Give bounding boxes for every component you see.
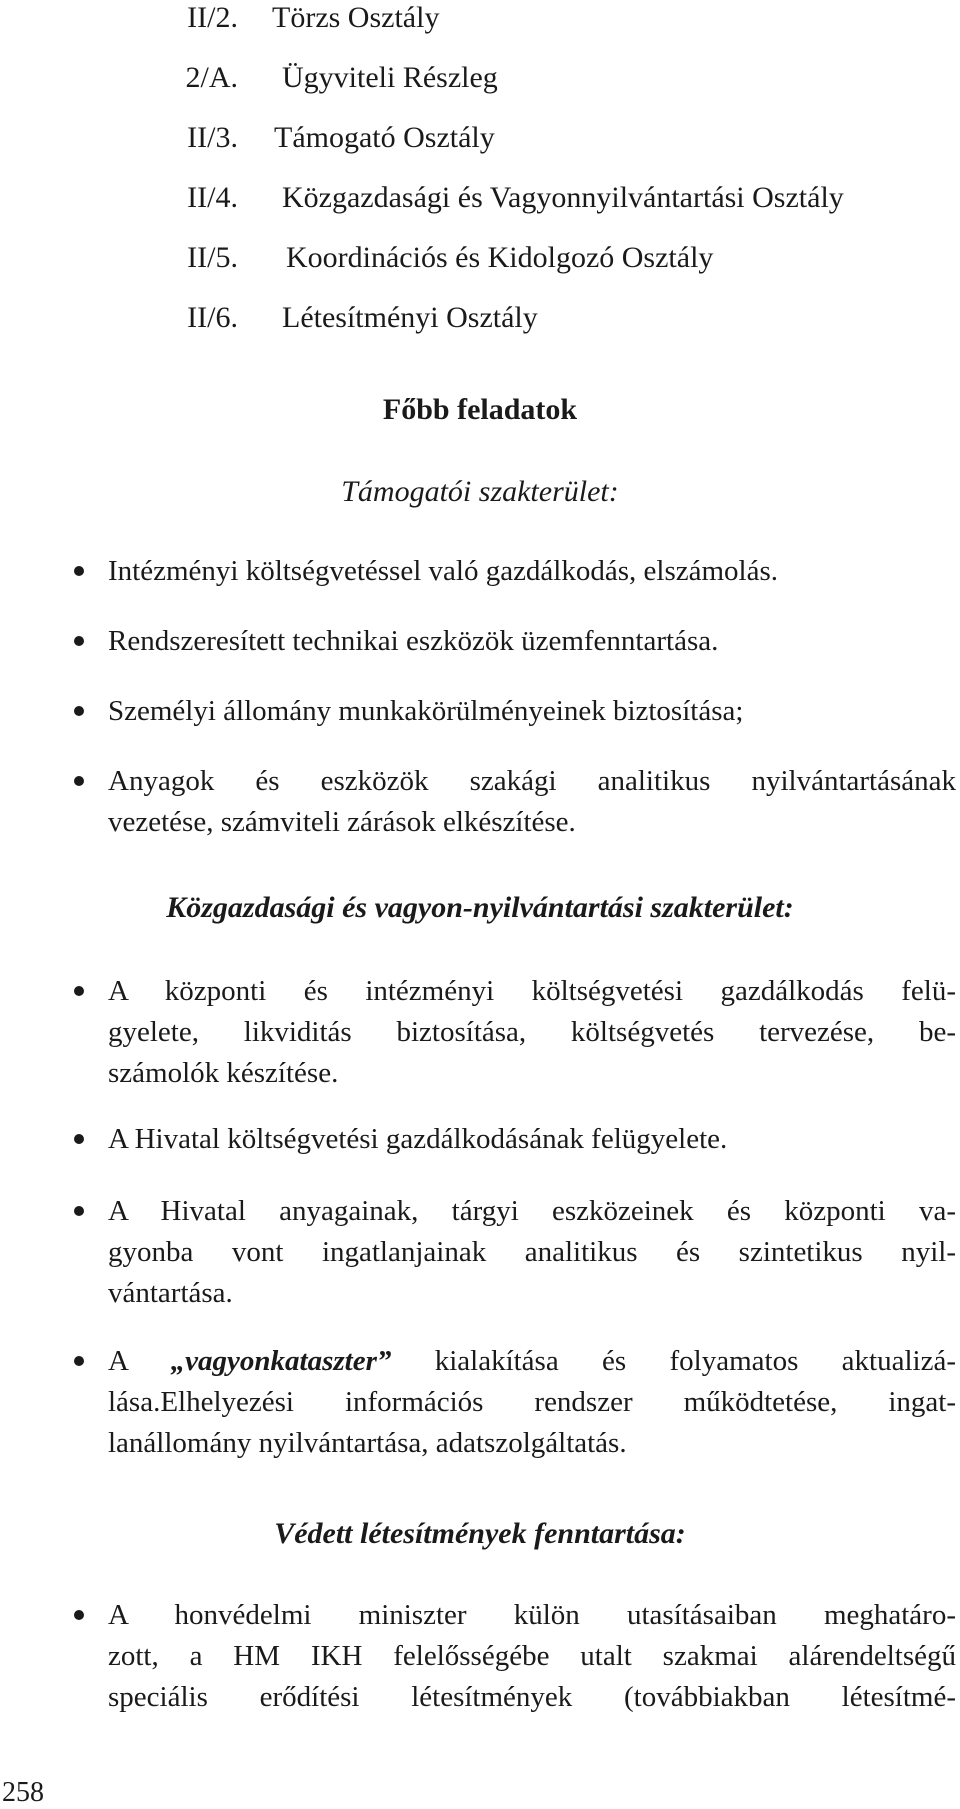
section-title: Közgazdasági és vagyon-nyilvántartási szakterület: xyxy=(166,891,794,924)
org-unit-name: Közgazdasági és Vagyonnyilvántartási Osztály xyxy=(282,181,844,214)
task-line: gyelete, likviditás biztosítása, költségvetés tervezése, be- xyxy=(108,1016,956,1048)
bullet-icon xyxy=(74,776,84,786)
task-line: Anyagok és eszközök szakági analitikus nyilvántartásának xyxy=(108,765,956,797)
bullet-icon xyxy=(74,1134,84,1144)
section-title: Támogatói szakterület: xyxy=(341,475,619,508)
main-heading: Főbb feladatok xyxy=(382,393,578,426)
task-line: számolók készítése. xyxy=(108,1057,339,1089)
task-line: A központi és intézményi költségvetési gazdálkodás felü- xyxy=(108,975,956,1007)
task-line: gyonba vont ingatlanjainak analitikus és szintetikus nyil- xyxy=(108,1236,956,1268)
org-unit-name: Koordinációs és Kidolgozó Osztály xyxy=(286,241,714,274)
task-item xyxy=(108,1119,956,1160)
task-line: vezetése, számviteli zárások elkészítése. xyxy=(108,806,576,838)
task-line: lanállomány nyilvántartása, adatszolgáltatás. xyxy=(108,1427,627,1459)
org-unit-code: II/4. xyxy=(187,181,238,214)
bullet-icon xyxy=(74,986,84,996)
task-line: speciális erődítési létesítmények (továbbiakban létesítmé- xyxy=(108,1681,956,1713)
task-line: A Hivatal anyagainak, tárgyi eszközeinek és központi va- xyxy=(108,1195,956,1227)
task-line: vántartása. xyxy=(108,1277,233,1309)
task-line: Intézményi költségvetéssel való gazdálkodás, elszámolás. xyxy=(108,555,779,587)
task-item xyxy=(108,621,956,662)
task-line: lása.Elhelyezési információs rendszer működtetése, ingat- xyxy=(108,1386,956,1418)
task-item xyxy=(108,761,956,843)
task-item xyxy=(108,1191,956,1314)
task-line: zott, a HM IKH felelősségébe utalt szakmai alárendeltségű xyxy=(108,1640,956,1672)
task-line xyxy=(108,1341,956,1382)
task-line: Rendszeresített technikai eszközök üzemfenntartása. xyxy=(108,625,719,657)
task-text: kialakítása és folyamatos aktualizá- xyxy=(391,1345,956,1377)
org-unit-name: Ügyviteli Részleg xyxy=(282,61,498,94)
bullet-icon xyxy=(74,566,84,576)
bullet-icon xyxy=(74,636,84,646)
page-number: 258 xyxy=(2,1777,44,1808)
bullet-icon xyxy=(74,706,84,716)
emphasis-term: „vagyonkataszter” xyxy=(170,1345,392,1377)
org-unit-row xyxy=(0,176,960,220)
task-text: A xyxy=(108,1345,171,1377)
org-unit-row xyxy=(0,296,960,340)
org-unit-code: II/6. xyxy=(187,301,238,334)
org-unit-code: 2/A. xyxy=(185,61,238,94)
org-unit-row xyxy=(0,0,960,40)
task-line: A honvédelmi miniszter külön utasításaiban meghatáro- xyxy=(108,1599,956,1631)
bullet-icon xyxy=(74,1206,84,1216)
task-item xyxy=(108,691,956,732)
task-line: A Hivatal költségvetési gazdálkodásának felügyelete. xyxy=(108,1123,728,1155)
org-unit-row xyxy=(0,56,960,100)
org-unit-name: Törzs Osztály xyxy=(272,1,440,34)
task-line: Személyi állomány munkakörülményeinek biztosítása; xyxy=(108,695,744,727)
org-unit-row xyxy=(0,236,960,280)
task-item xyxy=(108,551,956,592)
task-item xyxy=(108,1341,956,1464)
task-item xyxy=(108,1595,956,1718)
task-item xyxy=(108,971,956,1094)
org-unit-name: Létesítményi Osztály xyxy=(282,301,538,334)
bullet-icon xyxy=(74,1356,84,1366)
org-unit-code: II/3. xyxy=(187,121,238,154)
org-unit-row xyxy=(0,116,960,160)
org-unit-code: II/5. xyxy=(187,241,238,274)
org-unit-code: II/2. xyxy=(187,1,238,34)
bullet-icon xyxy=(74,1610,84,1620)
section-title: Védett létesítmények fenntartása: xyxy=(274,1517,686,1550)
org-unit-name: Támogató Osztály xyxy=(274,121,495,154)
